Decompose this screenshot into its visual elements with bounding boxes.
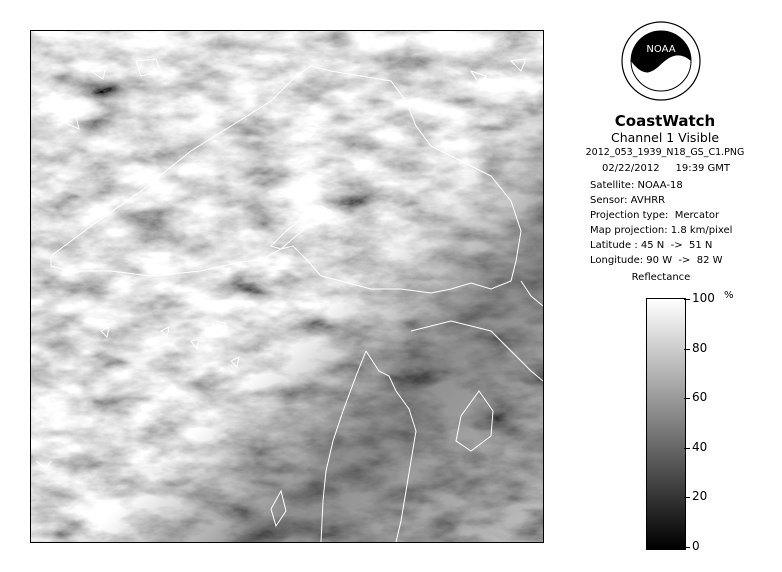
colorbar-tick-label: 20 — [692, 489, 708, 504]
shading-overlay — [31, 31, 543, 542]
colorbar-tick-label: 100 — [692, 291, 715, 305]
colorbar-tick-label: 0 — [692, 539, 700, 553]
datetime: 02/22/2012 19:39 GMT — [602, 163, 731, 174]
filename: 2012_053_1939_N18_GS_C1.PNG — [585, 147, 745, 158]
logo-center-text: NOAA — [646, 44, 676, 55]
latitude-range: Latitude : 45 N -> 51 N — [590, 240, 713, 251]
longitude-range: Longitude: 90 W -> 82 W — [590, 255, 723, 266]
colorbar-tick-label: 80 — [692, 340, 708, 355]
colorbar-tick-label: 40 — [692, 439, 708, 454]
colorbar-tick — [684, 448, 690, 449]
satellite-image[interactable] — [30, 30, 544, 543]
map-projection: Map projection: 1.8 km/pixel — [590, 225, 733, 236]
colorbar-tick — [684, 497, 690, 498]
sensor: Sensor: AVHRR — [590, 195, 666, 206]
colorbar-tick — [684, 547, 690, 548]
satellite: Satellite: NOAA-18 — [590, 180, 683, 191]
colorbar-tick — [684, 398, 690, 399]
scale-title: Reflectance — [631, 272, 691, 283]
channel-label: Channel 1 Visible — [610, 130, 720, 145]
colorbar-tick-label: 60 — [692, 390, 708, 405]
scale-unit: % — [724, 290, 734, 301]
brand-title: CoastWatch — [614, 112, 716, 130]
reflectance-colorbar — [646, 298, 686, 550]
satellite-map — [31, 31, 543, 542]
colorbar-tick — [684, 299, 690, 300]
noaa-logo-icon — [620, 20, 702, 102]
projection-type: Projection type: Mercator — [590, 210, 720, 221]
colorbar-tick — [684, 349, 690, 350]
